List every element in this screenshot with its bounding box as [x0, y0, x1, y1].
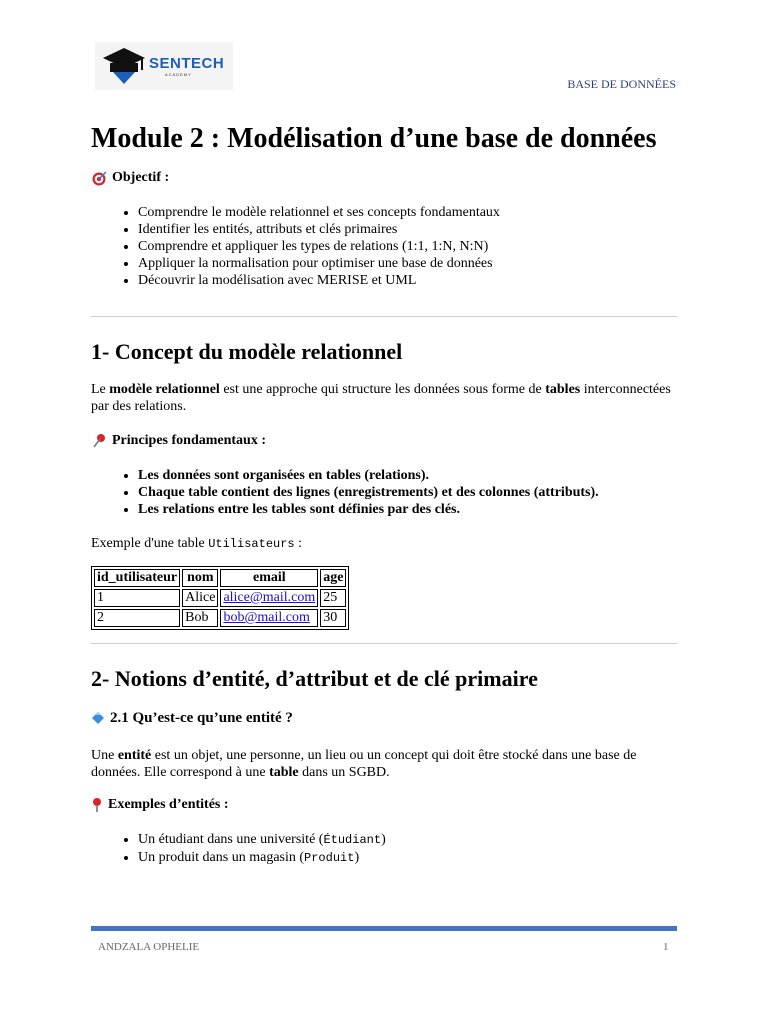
column-header: email	[220, 569, 318, 587]
column-header: id_utilisateur	[94, 569, 180, 587]
section-1-heading: 1- Concept du modèle relationnel	[91, 339, 403, 364]
entity-examples-label: Exemples d’entités :	[108, 797, 229, 812]
objective-label-row	[91, 170, 677, 186]
entity-examples-list	[91, 831, 677, 867]
blue-diamond-icon	[91, 711, 105, 725]
footer-author: ANDZALA OPHELIE	[98, 941, 200, 953]
principles-label: Principes fondamentaux :	[112, 433, 266, 448]
list-item: • Identifier les entités, attributs et clés primaires	[138, 221, 677, 238]
entity-definition: Une entité est un objet, une personne, un lieu ou un concept qui doit être stocké dans une base de données. Elle correspond à une table dans un SGBD.	[91, 748, 637, 780]
column-header: nom	[182, 569, 218, 587]
objective-label: Objectif :	[112, 170, 170, 185]
section-divider	[91, 316, 677, 317]
footer-bar	[91, 926, 677, 931]
logo-name: SENTECH	[149, 55, 225, 72]
entity-examples-label-row	[91, 797, 677, 813]
table-cell	[220, 589, 318, 607]
principles-list	[91, 467, 677, 518]
page-number: 1	[663, 941, 669, 953]
target-icon	[91, 170, 107, 186]
list-item: • Découvrir la modélisation avec MERISE et UML	[138, 272, 677, 289]
table-example-caption: Exemple d'une table Utilisateurs :	[91, 536, 303, 551]
list-item: • Chaque table contient des lignes (enregistrements) et des colonnes (attributs).	[138, 484, 677, 501]
section-2-heading: 2- Notions d’entité, d’attribut et de clé primaire	[91, 666, 538, 691]
table-cell: Bob	[182, 609, 218, 627]
table-header-row	[94, 569, 346, 587]
list-item: • Un produit dans un magasin (Produit)	[138, 849, 677, 867]
table-cell: 30	[320, 609, 346, 627]
company-logo	[95, 42, 233, 90]
pushpin-icon	[91, 433, 107, 449]
table-cell: Alice	[182, 589, 218, 607]
table-row	[94, 609, 346, 627]
relational-model-intro: Le modèle relationnel est une approche qui structure les données sous forme de tables interconnectées par des relations.	[91, 382, 671, 414]
subsection-2-1-heading: 2.1 Qu’est-ce qu’une entité ?	[91, 708, 677, 728]
table-cell: 2	[94, 609, 180, 627]
table-cell: 25	[320, 589, 346, 607]
section-divider	[91, 643, 677, 644]
list-item: • Un étudiant dans une université (Étudiant)	[138, 831, 677, 849]
column-header: age	[320, 569, 346, 587]
email-link[interactable]: alice@mail.com	[223, 590, 316, 605]
logo-subtitle: ACADEMY	[165, 72, 192, 77]
round-pushpin-icon	[91, 797, 103, 813]
table-row	[94, 589, 346, 607]
graduation-cap-icon	[99, 42, 149, 90]
page-content	[91, 122, 677, 867]
principles-label-row	[91, 433, 677, 449]
email-link[interactable]: bob@mail.com	[223, 610, 310, 625]
table-cell	[220, 609, 318, 627]
module-title: Module 2 : Modélisation d’une base de données	[91, 123, 657, 154]
list-item: • Comprendre le modèle relationnel et ses concepts fondamentaux	[138, 204, 677, 221]
list-item: • Appliquer la normalisation pour optimiser une base de données	[138, 255, 677, 272]
objectives-list	[91, 204, 677, 289]
list-item: • Comprendre et appliquer les types de relations (1:1, 1:N, N:N)	[138, 238, 677, 255]
list-item: • Les données sont organisées en tables (relations).	[138, 467, 677, 484]
table-cell: 1	[94, 589, 180, 607]
document-header-title: BASE DE DONNÉES	[567, 77, 676, 91]
users-table	[91, 566, 349, 630]
list-item: • Les relations entre les tables sont définies par des clés.	[138, 501, 677, 518]
table-name-code: Utilisateurs	[208, 537, 295, 551]
